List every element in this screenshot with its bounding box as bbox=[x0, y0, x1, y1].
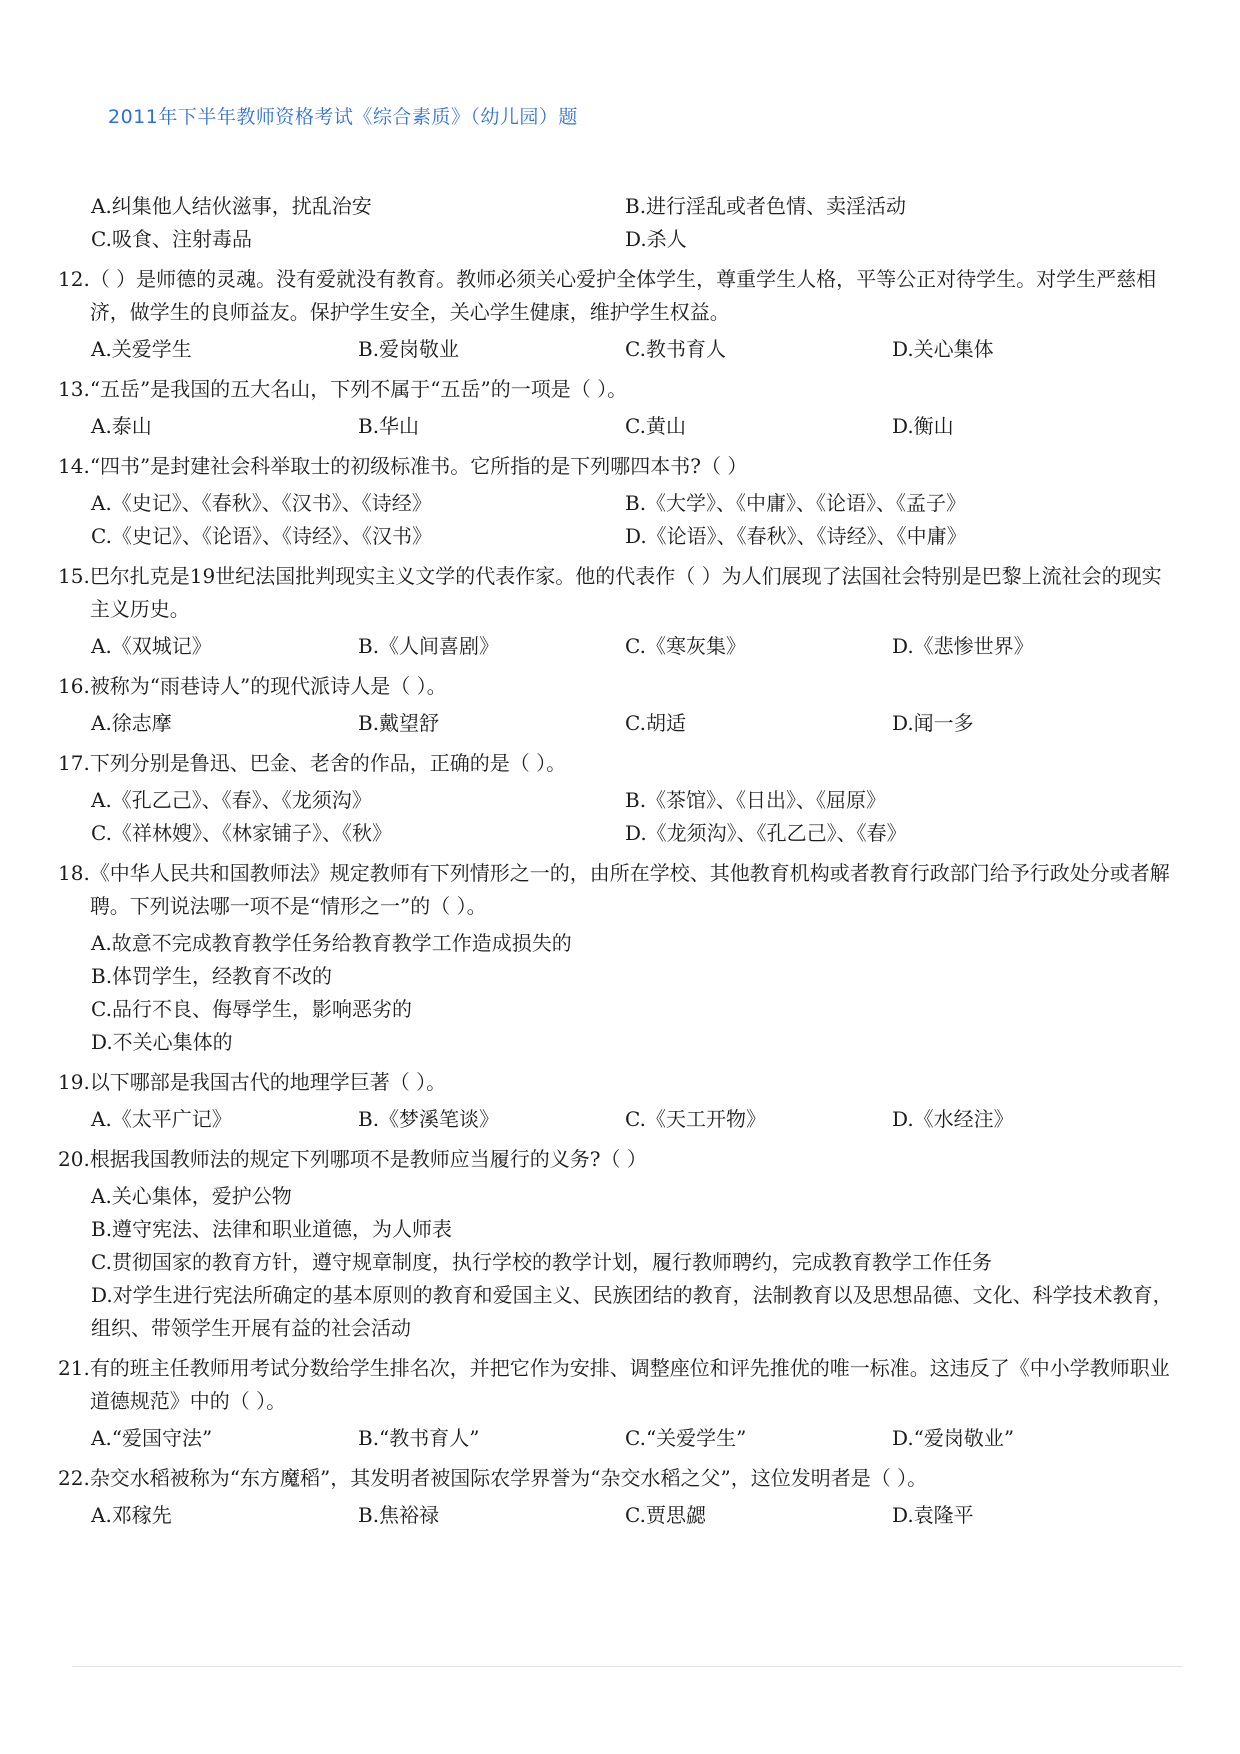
q20-option-c: C.贯彻国家的教育方针，遵守规章制度，执行学校的教学计划，履行教师聘约，完成教育教学工作任务 bbox=[91, 1250, 992, 1274]
q11-option-b: B.进行淫乱或者色情、卖淫活动 bbox=[625, 194, 907, 218]
q20-number: 20. bbox=[58, 1147, 90, 1171]
q16-number: 16. bbox=[58, 674, 90, 698]
q22-option-a: A.邓稼先 bbox=[91, 1503, 172, 1527]
question-18 bbox=[58, 857, 1180, 923]
q16-option-d: D.闻一多 bbox=[892, 711, 974, 735]
q22-options bbox=[58, 1499, 1180, 1532]
q18-option-d: D.不关心集体的 bbox=[91, 1030, 233, 1054]
q12-number: 12. bbox=[58, 267, 90, 291]
q17-option-d: D.《龙须沟》、《孔乙己》、《春》 bbox=[625, 821, 907, 845]
q22-stem: 杂交水稻被称为“东方魔稻”，其发明者被国际农学界誉为“杂交水稻之父”，这位发明者是（ ）。 bbox=[89, 1466, 928, 1490]
question-20 bbox=[58, 1143, 1180, 1176]
q18-option-c: C.品行不良、侮辱学生，影响恶劣的 bbox=[91, 997, 412, 1021]
q20-options bbox=[58, 1180, 1180, 1345]
q18-number: 18. bbox=[58, 861, 90, 885]
q19-option-c: C.《天工开物》 bbox=[625, 1107, 766, 1131]
q15-option-b: B.《人间喜剧》 bbox=[358, 634, 500, 658]
q15-option-c: C.《寒灰集》 bbox=[625, 634, 746, 658]
q14-option-d: D.《论语》、《春秋》、《诗经》、《中庸》 bbox=[625, 524, 967, 548]
q13-stem: “五岳”是我国的五大名山，下列不属于“五岳”的一项是（ ）。 bbox=[89, 377, 628, 401]
q21-option-b: B.“教书育人” bbox=[358, 1426, 480, 1450]
question-12 bbox=[58, 263, 1180, 329]
q14-option-a: A.《史记》、《春秋》、《汉书》、《诗经》 bbox=[91, 491, 432, 515]
q16-option-b: B.戴望舒 bbox=[358, 711, 440, 735]
question-22 bbox=[58, 1462, 1180, 1495]
q12-stem: （ ）是师德的灵魂。没有爱就没有教育。教师必须关心爱护全体学生，尊重学生人格，平等公正对待学生。对学生严慈相济，做学生的良师益友。保护学生安全，关心学生健康，维护学生权益。 bbox=[89, 267, 1157, 324]
q11-options bbox=[58, 190, 1180, 256]
q16-options bbox=[58, 707, 1180, 740]
q22-option-d: D.袁隆平 bbox=[892, 1503, 974, 1527]
q22-number: 22. bbox=[58, 1466, 90, 1490]
q12-option-d: D.关心集体 bbox=[892, 337, 994, 361]
q21-stem: 有的班主任教师用考试分数给学生排名次，并把它作为安排、调整座位和评先推优的唯一标准。这违反了《中小学教师职业道德规范》中的（ ）。 bbox=[89, 1356, 1170, 1413]
q18-stem: 《中华人民共和国教师法》规定教师有下列情形之一的，由所在学校、其他教育机构或者教育行政部门给予行政处分或者解聘。下列说法哪一项不是“情形之一”的（ ）。 bbox=[89, 861, 1170, 918]
q13-options bbox=[58, 410, 1180, 443]
q11-option-a: A.纠集他人结伙滋事，扰乱治安 bbox=[91, 194, 372, 218]
q15-options bbox=[58, 630, 1180, 663]
q21-options bbox=[58, 1422, 1180, 1455]
document-header-title: 2011年下半年教师资格考试《综合素质》（幼儿园）题 bbox=[108, 106, 578, 128]
q22-option-c: C.贾思勰 bbox=[625, 1503, 706, 1527]
q12-options bbox=[58, 333, 1180, 366]
footer-divider bbox=[72, 1666, 1182, 1667]
question-13 bbox=[58, 373, 1180, 406]
q14-option-c: C.《史记》、《论语》、《诗经》、《汉书》 bbox=[91, 524, 432, 548]
q11-option-d: D.杀人 bbox=[625, 227, 687, 251]
q15-number: 15. bbox=[58, 564, 90, 588]
q19-option-a: A.《太平广记》 bbox=[91, 1107, 232, 1131]
q15-stem: 巴尔扎克是19世纪法国批判现实主义文学的代表作家。他的代表作（ ）为人们展现了法国社会特别是巴黎上流社会的现实主义历史。 bbox=[89, 564, 1162, 621]
question-19 bbox=[58, 1066, 1180, 1099]
q21-option-c: C.“关爱学生” bbox=[625, 1426, 747, 1450]
q14-number: 14. bbox=[58, 454, 90, 478]
q13-number: 13. bbox=[58, 377, 90, 401]
question-15 bbox=[58, 560, 1180, 626]
q19-stem: 以下哪部是我国古代的地理学巨著（ ）。 bbox=[89, 1070, 447, 1094]
q14-stem: “四书”是封建社会科举取士的初级标准书。它所指的是下列哪四本书?（ ） bbox=[89, 454, 748, 478]
q18-options bbox=[58, 927, 1180, 1059]
q17-stem: 下列分别是鲁迅、巴金、老舍的作品，正确的是（ ）。 bbox=[89, 751, 567, 775]
q11-option-c: C.吸食、注射毒品 bbox=[91, 227, 252, 251]
q20-option-b: B.遵守宪法、法律和职业道德，为人师表 bbox=[91, 1217, 453, 1241]
q20-option-a: A.关心集体，爱护公物 bbox=[91, 1184, 292, 1208]
q16-option-a: A.徐志摩 bbox=[91, 711, 172, 735]
q15-option-a: A.《双城记》 bbox=[91, 634, 212, 658]
q13-option-b: B.华山 bbox=[358, 414, 420, 438]
q12-option-b: B.爱岗敬业 bbox=[358, 337, 460, 361]
question-14 bbox=[58, 450, 1180, 483]
q16-option-c: C.胡适 bbox=[625, 711, 686, 735]
q14-option-b: B.《大学》、《中庸》、《论语》、《孟子》 bbox=[625, 491, 967, 515]
q21-option-d: D.“爱岗敬业” bbox=[892, 1426, 1015, 1450]
q12-option-a: A.关爱学生 bbox=[91, 337, 192, 361]
q17-option-c: C.《祥林嫂》、《林家铺子》、《秋》 bbox=[91, 821, 392, 845]
q13-option-c: C.黄山 bbox=[625, 414, 686, 438]
q19-option-d: D.《水经注》 bbox=[892, 1107, 1014, 1131]
q13-option-a: A.泰山 bbox=[91, 414, 152, 438]
q17-options bbox=[58, 784, 1180, 850]
q13-option-d: D.衡山 bbox=[892, 414, 954, 438]
question-21 bbox=[58, 1352, 1180, 1418]
q19-number: 19. bbox=[58, 1070, 90, 1094]
question-16 bbox=[58, 670, 1180, 703]
q12-option-c: C.教书育人 bbox=[625, 337, 726, 361]
q19-option-b: B.《梦溪笔谈》 bbox=[358, 1107, 500, 1131]
q18-option-b: B.体罚学生，经教育不改的 bbox=[91, 964, 333, 988]
q16-stem: 被称为“雨巷诗人”的现代派诗人是（ ）。 bbox=[89, 674, 447, 698]
q17-option-b: B.《茶馆》、《日出》、《屈原》 bbox=[625, 788, 887, 812]
q17-number: 17. bbox=[58, 751, 90, 775]
q20-stem: 根据我国教师法的规定下列哪项不是教师应当履行的义务?（ ） bbox=[89, 1147, 647, 1171]
q21-number: 21. bbox=[58, 1356, 90, 1380]
q14-options bbox=[58, 487, 1180, 553]
q22-option-b: B.焦裕禄 bbox=[358, 1503, 440, 1527]
question-list bbox=[58, 190, 1180, 1532]
q21-option-a: A.“爱国守法” bbox=[91, 1426, 213, 1450]
q15-option-d: D.《悲惨世界》 bbox=[892, 634, 1034, 658]
question-17 bbox=[58, 747, 1180, 780]
q18-option-a: A.故意不完成教育教学任务给教育教学工作造成损失的 bbox=[91, 931, 572, 955]
q19-options bbox=[58, 1103, 1180, 1136]
q17-option-a: A.《孔乙己》、《春》、《龙须沟》 bbox=[91, 788, 372, 812]
q20-option-d: D.对学生进行宪法所确定的基本原则的教育和爱国主义、民族团结的教育，法制教育以及思想品德、文化、科学技术教育，组织、带领学生开展有益的社会活动 bbox=[91, 1283, 1173, 1340]
